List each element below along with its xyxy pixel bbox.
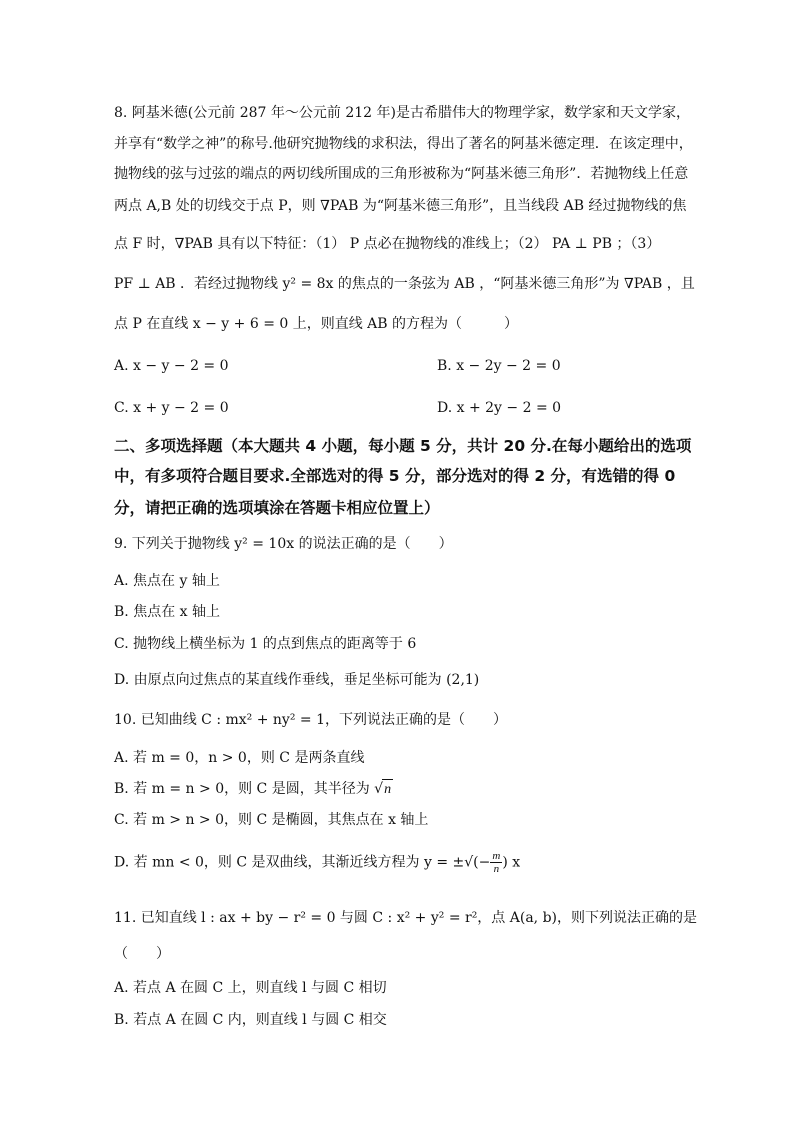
section-2-heading-line-3: 分，请把正确的选项填涂在答题卡相应位置上） (114, 499, 440, 517)
q8-line-4: 两点 A,B 处的切线交于点 P，则 ∇PAB 为“阿基米德三角形”，且当线段 AB 经过抛物线的焦 (114, 198, 687, 214)
q10-option-b-radicand: n (382, 779, 393, 800)
q10-option-d-text: D. 若 mn < 0，则 C 是双曲线，其渐近线方程为 y = ±√(− (114, 854, 491, 871)
q10-option-b-text: B. 若 m = n > 0，则 C 是圆，其半径为 √ (114, 781, 384, 797)
q8-line-1: 8. 阿基米德(公元前 287 年～公元前 212 年)是古希腊伟大的物理学家，数学家和天文学家， (114, 105, 690, 121)
q10-option-d[interactable] (114, 850, 520, 875)
q8-option-d[interactable]: D. x + 2y − 2 = 0 (437, 400, 562, 416)
q8-option-b[interactable]: B. x − 2y − 2 = 0 (437, 358, 561, 374)
q11-stem: 11. 已知直线 l : ax + by − r² = 0 与圆 C : x² + y² = r²，点 A(a, b)，则下列说法正确的是 (114, 910, 697, 926)
q8-option-c[interactable]: C. x + y − 2 = 0 (114, 400, 229, 416)
q10-option-b[interactable] (114, 779, 393, 800)
q8-option-a[interactable]: A. x − y − 2 = 0 (114, 358, 229, 374)
q10-stem: 10. 已知曲线 C : mx² + ny² = 1，下列说法正确的是（ ） (114, 712, 507, 728)
q8-line-7: 点 P 在直线 x − y + 6 = 0 上，则直线 AB 的方程为（ ） (114, 316, 519, 332)
fraction-denominator: n (493, 863, 500, 875)
q9-option-a[interactable]: A. 焦点在 y 轴上 (114, 573, 220, 589)
q8-line-3: 抛物线的弦与过弦的端点的两切线所围成的三角形被称为“阿基米德三角形”．若抛物线上任意 (114, 166, 689, 182)
q10-option-d-fraction (490, 850, 502, 875)
q10-option-d-tail: ) x (502, 854, 521, 871)
section-2-heading-line-2: 中，有多项符合题目要求.全部选对的得 5 分，部分选对的得 2 分，有选错的得 0 (114, 467, 676, 485)
q11-answer-paren: （ ） (114, 946, 170, 962)
fraction-numerator: m (492, 850, 501, 862)
q9-option-d[interactable]: D. 由原点向过焦点的某直线作垂线，垂足坐标可能为 (2,1) (114, 672, 480, 688)
q8-line-6: PF ⊥ AB ．若经过抛物线 y² = 8x 的焦点的一条弦为 AB ，“阿基米德三角形”为 ∇PAB ，且 (114, 276, 695, 292)
q9-stem: 9. 下列关于抛物线 y² = 10x 的说法正确的是（ ） (114, 536, 453, 552)
q10-option-c[interactable]: C. 若 m > n > 0，则 C 是椭圆，其焦点在 x 轴上 (114, 812, 429, 828)
q11-option-a[interactable]: A. 若点 A 在圆 C 上，则直线 l 与圆 C 相切 (114, 980, 387, 996)
q8-line-2: 并享有“数学之神”的称号.他研究抛物线的求积法，得出了著名的阿基米德定理．在该定理中， (114, 136, 693, 152)
q9-option-b[interactable]: B. 焦点在 x 轴上 (114, 604, 220, 620)
q10-option-a[interactable]: A. 若 m = 0，n > 0，则 C 是两条直线 (114, 750, 365, 766)
q8-line-5: 点 F 时，∇PAB 具有以下特征：（1） P 点必在抛物线的准线上；（2） PA ⊥ PB ；（3） (114, 236, 661, 252)
q9-option-c[interactable]: C. 抛物线上横坐标为 1 的点到焦点的距离等于 6 (114, 636, 417, 652)
q11-option-b[interactable]: B. 若点 A 在圆 C 内，则直线 l 与圆 C 相交 (114, 1012, 387, 1028)
section-2-heading-line-1: 二、多项选择题（本大题共 4 小题，每小题 5 分，共计 20 分.在每小题给出的选项 (114, 437, 692, 455)
